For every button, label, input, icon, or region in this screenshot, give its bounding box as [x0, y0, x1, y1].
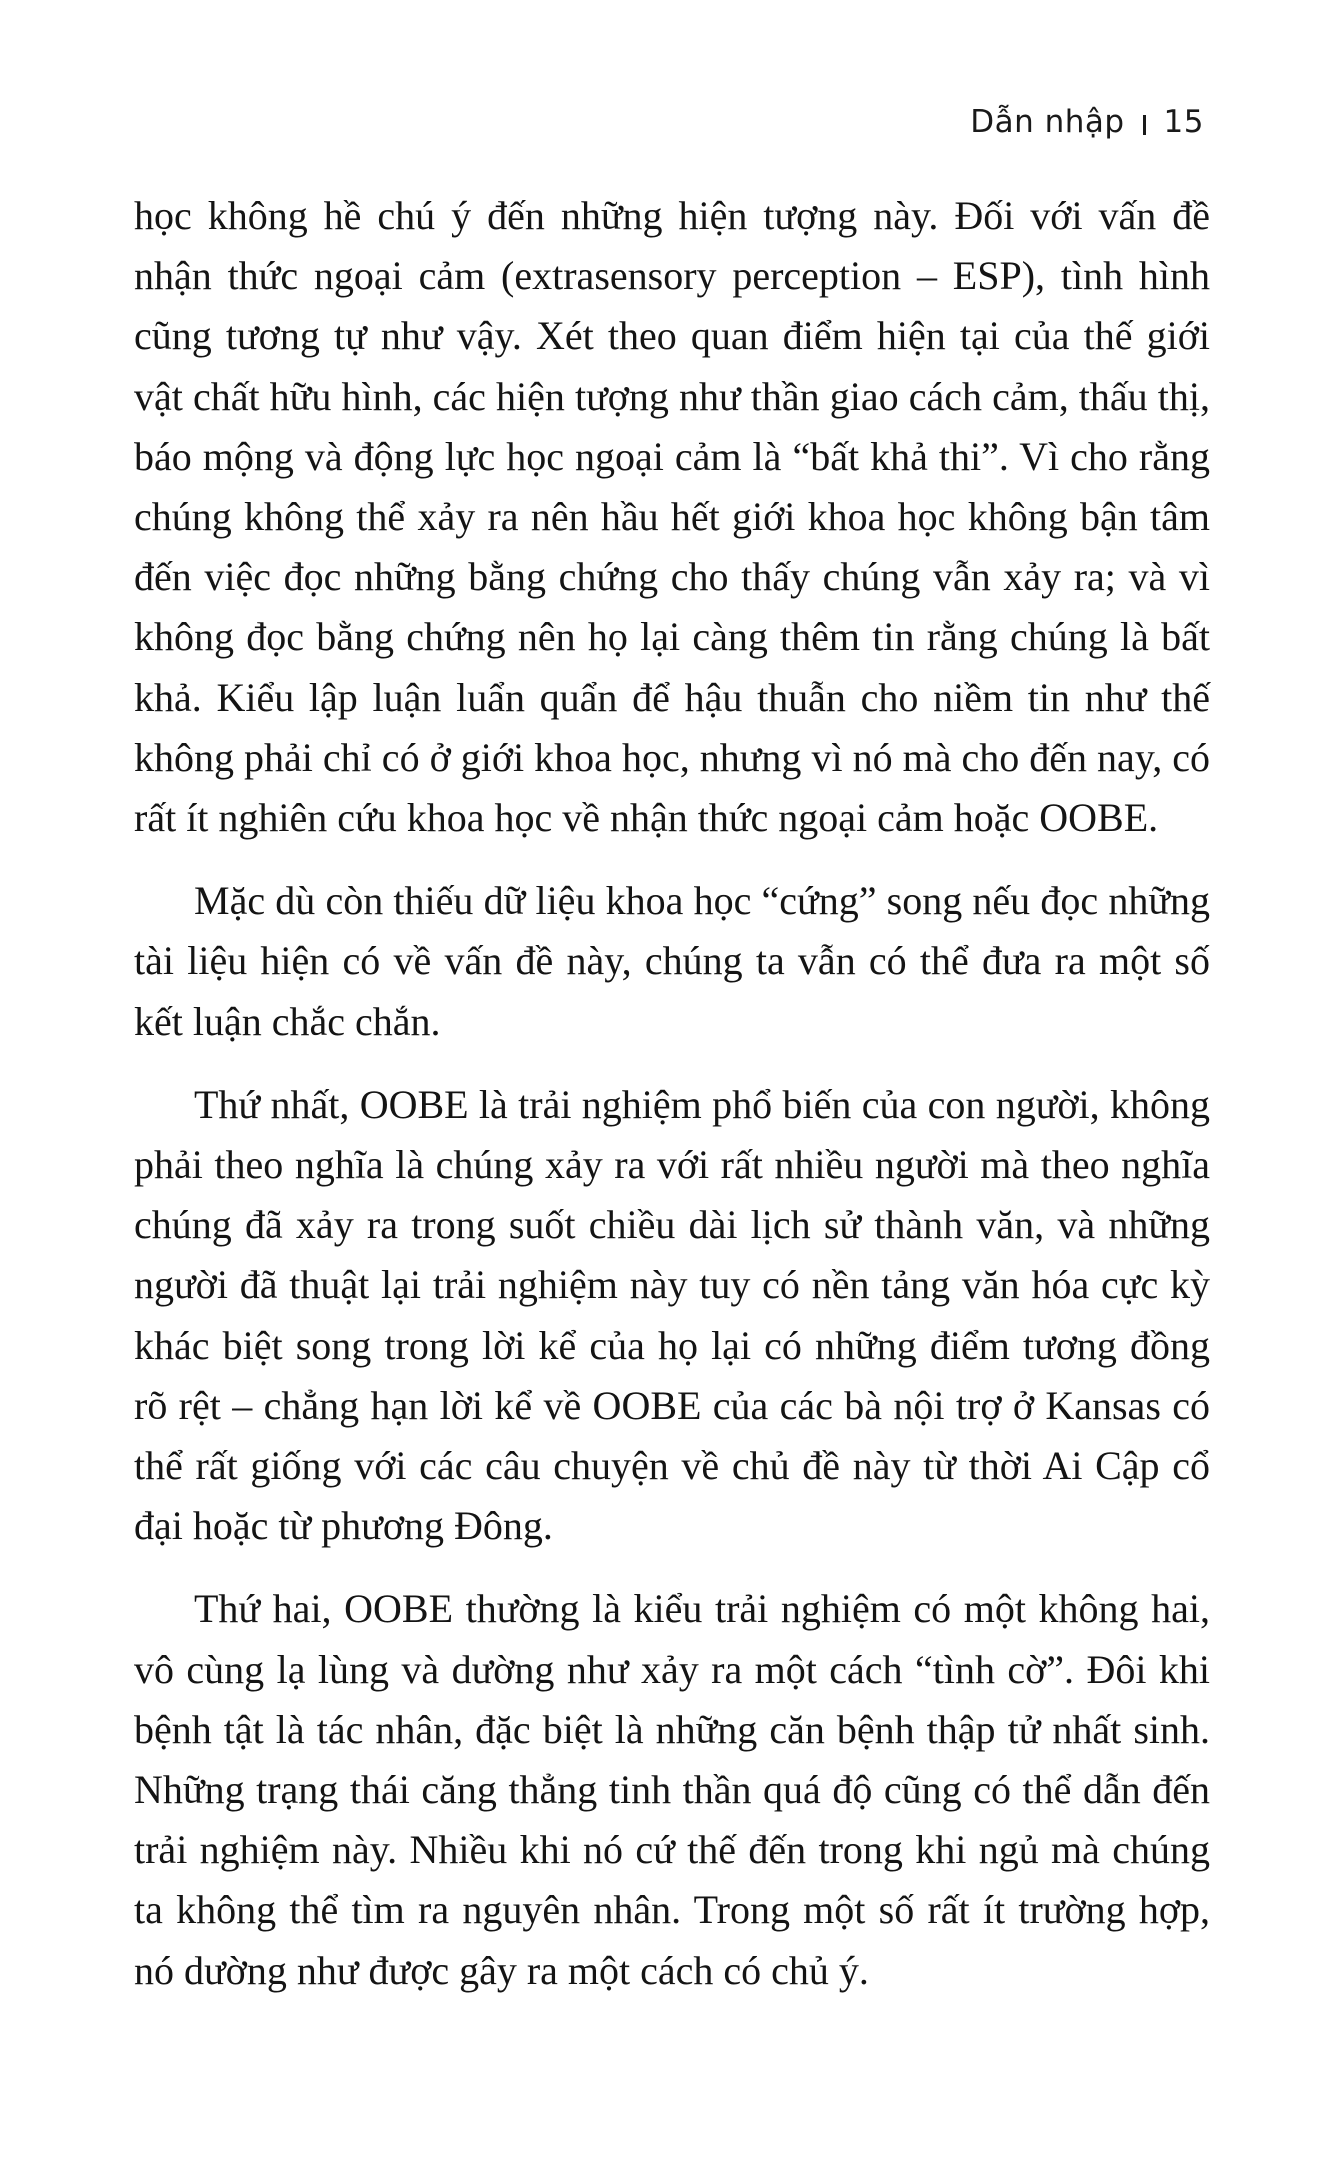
- paragraph: Thứ nhất, OOBE là trải nghiệm phổ biến của con người, không phải theo nghĩa là chúng xảy ra với rất nhiều người mà theo nghĩa chúng đã xảy ra trong suốt chiều dài lịch sử thành văn, và những người đã thuật lại trải nghiệm này tuy có nền tảng văn hóa cực kỳ khác biệt song trong lời kể của họ lại có những điểm tương đồng rõ rệt – chẳng hạn lời kể về OOBE của các bà nội trợ ở Kansas có thể rất giống với các câu chuyện về chủ đề này từ thời Ai Cập cổ đại hoặc từ phương Đông.: [134, 1081, 1210, 1549]
- paragraph: Mặc dù còn thiếu dữ liệu khoa học “cứng” song nếu đọc những tài liệu hiện có về vấn đề này, chúng ta vẫn có thể đưa ra một số kết luận chắc chắn.: [134, 878, 1210, 1044]
- header-separator: [1143, 115, 1146, 135]
- section-title: Dẫn nhập: [970, 104, 1125, 140]
- paragraph: Thứ hai, OOBE thường là kiểu trải nghiệm có một không hai, vô cùng lạ lùng và dường như xảy ra một cách “tình cờ”. Đôi khi bệnh tật là tác nhân, đặc biệt là những căn bệnh thập tử nhất sinh. Những trạng thái căng thẳng tinh thần quá độ cũng có thể dẫn đến trải nghiệm này. Nhiều khi nó cứ thế đến trong khi ngủ mà chúng ta không thể tìm ra nguyên nhân. Trong một số rất ít trường hợp, nó dường như được gây ra một cách có chủ ý.: [134, 1586, 1210, 1993]
- paragraph-continued: học không hề chú ý đến những hiện tượng này. Đối với vấn đề nhận thức ngoại cảm (extrasensory perception – ESP), tình hình cũng tương tự như vậy. Xét theo quan điểm hiện tại của thế giới vật chất hữu hình, các hiện tượng như thần giao cách cảm, thấu thị, báo mộng và động lực học ngoại cảm là “bất khả thi”. Vì cho rằng chúng không thể xảy ra nên hầu hết giới khoa học không bận tâm đến việc đọc những bằng chứng cho thấy chúng vẫn xảy ra; và vì không đọc bằng chứng nên họ lại càng thêm tin rằng chúng là bất khả. Kiểu lập luận luẩn quẩn để hậu thuẫn cho niềm tin như thế không phải chỉ có ở giới khoa học, nhưng vì nó mà cho đến nay, có rất ít nghiên cứu khoa học về nhận thức ngoại cảm hoặc OOBE.: [134, 193, 1210, 841]
- running-header: [970, 104, 1204, 140]
- page-number: 15: [1163, 104, 1204, 140]
- page-body: [134, 186, 1210, 2024]
